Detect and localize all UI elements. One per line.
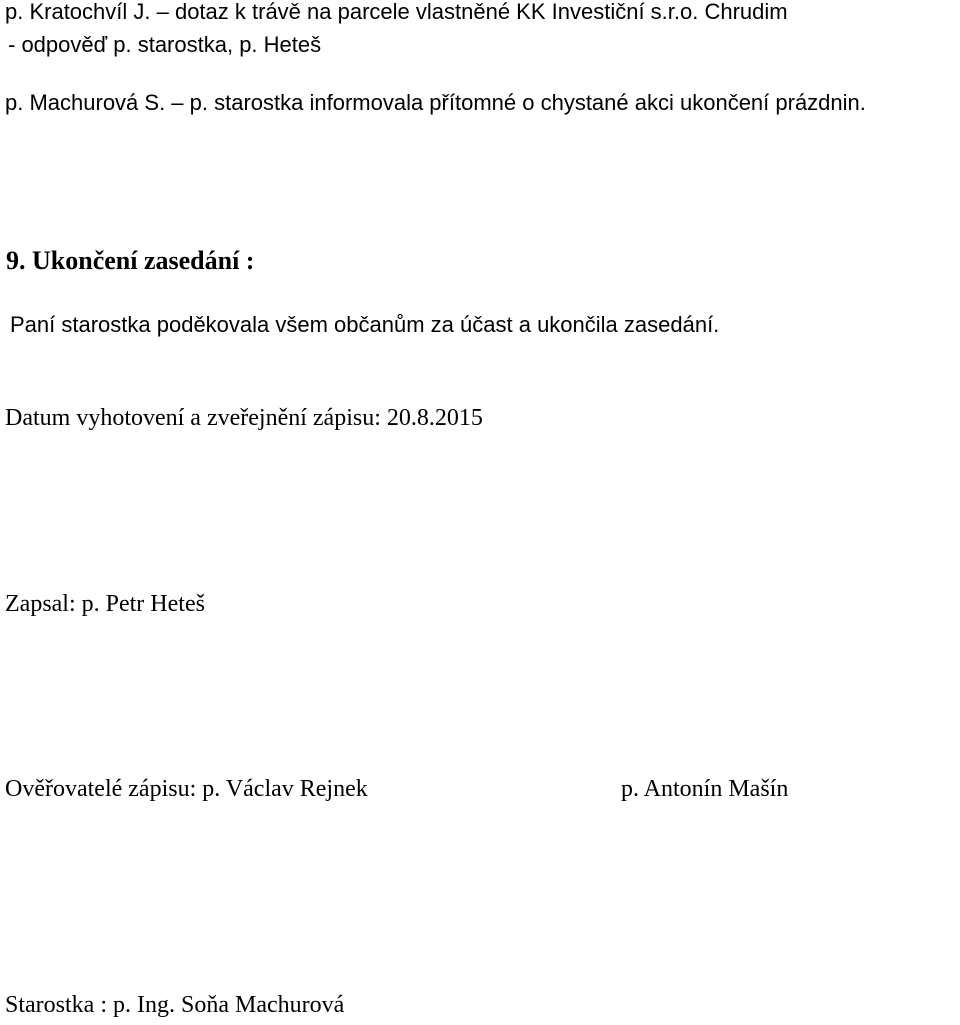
verifiers-line: Ověřovatelé zápisu: p. Václav Rejnek [5, 776, 368, 802]
section-9-heading: 9. Ukončení zasedání : [6, 246, 255, 275]
machurova-info-line: p. Machurová S. – p. starostka informovala přítomné o chystané akci ukončení prázdnin. [5, 90, 866, 115]
second-verifier: p. Antonín Mašín [621, 776, 789, 802]
kratochvil-query-line1: p. Kratochvíl J. – dotaz k trávě na parcele vlastněné KK Investiční s.r.o. Chrudim [5, 0, 788, 24]
publication-date-line: Datum vyhotovení a zveřejnění zápisu: 20.8.2015 [5, 405, 483, 431]
kratochvil-query-line2: - odpověď p. starostka, p. Heteš [8, 32, 322, 57]
recorded-by-line: Zapsal: p. Petr Heteš [5, 591, 205, 617]
section-9-text: Paní starostka poděkovala všem občanům za účast a ukončila zasedání. [10, 312, 720, 337]
mayor-line: Starostka : p. Ing. Soňa Machurová [5, 992, 345, 1018]
